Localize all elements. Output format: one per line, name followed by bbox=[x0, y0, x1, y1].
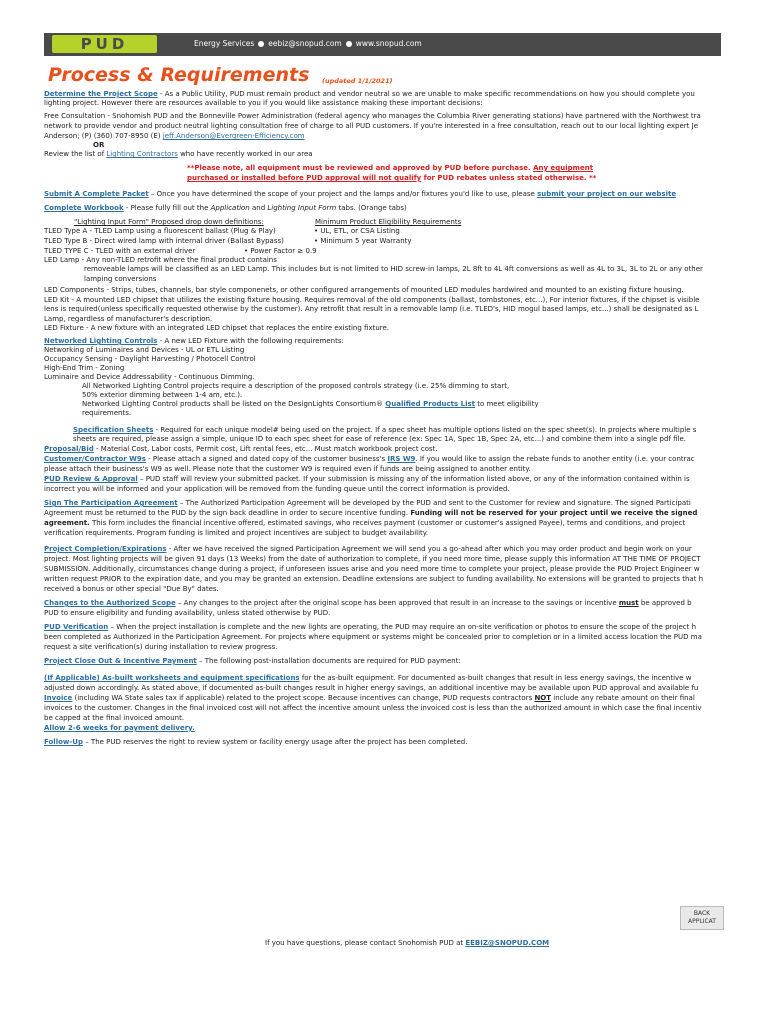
nlc-para-2: 50% exterior dimming between 1-4 am, etc.). bbox=[82, 391, 243, 399]
proposal-line: Proposal/Bid - Material Cost, Labor costs, Permit cost, Lift rental fees, etc... Must match workbook project cost. bbox=[44, 445, 438, 453]
led-lamp-def-3: lamping conversions bbox=[84, 275, 157, 283]
header-info bbox=[194, 39, 422, 48]
approval-note-2: purchased or installed before PUD approval will not qualify for PUD rebates unless stated otherwise. ** bbox=[187, 174, 597, 182]
led-kit-def-1: LED Kit - A mounted LED chipset that utilizes the existing fixture housing. Requires removal of the old components (ballast, tombstones, etc...), For interior fixtures, if the chipset is visible bbox=[44, 296, 700, 304]
asbuilt-heading[interactable]: (If Applicable) As-built worksheets and equipment specifications bbox=[44, 674, 300, 682]
requirements-heading: Minimum Product Eligibility Requirements bbox=[315, 218, 462, 226]
workbook-heading[interactable]: Complete Workbook bbox=[44, 204, 124, 212]
w9-line: Customer/Contractor W9s - Please attach a signed and dated copy of the customer business's IRS W9. If you would like to assign the rebate funds to another entity (i.e. your contrac bbox=[44, 455, 695, 463]
lighting-contractors-link[interactable]: Lighting Contractors bbox=[106, 150, 178, 158]
page-title: Process & Requirements bbox=[48, 64, 310, 86]
nlc-req-2: Occupancy Sensing - Daylight Harvesting / Photocell Control bbox=[44, 355, 256, 363]
completion-line-5: received a bonus or other special "Due By" dates. bbox=[44, 585, 219, 593]
review-approval-line: PUD Review & Approval – PUD staff will review your submitted packet. If your submission is missing any of the information listed above, or any of the information contained within is bbox=[44, 475, 690, 483]
footer-email-link[interactable]: EEBIZ@SNOPUD.COM bbox=[465, 939, 550, 947]
updated-date: (updated 1/1/2021) bbox=[322, 77, 393, 85]
invoice-line: Invoice (including WA State sales tax if applicable) related to the project scope. Because incentives can change, PUD requests contractors NOT include any rebate amount on their final bbox=[44, 694, 695, 702]
back-button-line-1: BACK bbox=[693, 910, 711, 917]
verification-line-3: request a site verification(s) during installation to review progress. bbox=[44, 643, 278, 651]
sign-agreement-heading[interactable]: Sign The Participation Agreement bbox=[44, 499, 178, 507]
verification-heading[interactable]: PUD Verification bbox=[44, 623, 109, 631]
led-components-def: LED Components - Strips, tubes, channels, bar style componenets, or other configured arrangements of mounted LED modules hardwired and mounted to an existing fixture housing. bbox=[44, 286, 684, 294]
completion-line-4: written request PRIOR to the expiration date, and you may be granted an extension. Deadline extensions are subject to funding availability. No extensions will be granted to projects that h bbox=[44, 575, 704, 583]
changes-heading[interactable]: Changes to the Authorized Scope bbox=[44, 599, 176, 607]
scope-heading[interactable]: Determine the Project Scope bbox=[44, 90, 158, 98]
header-bar bbox=[44, 33, 721, 56]
free-consult-1: Free Consultation - Snohomish PUD and the Bonneville Power Administration (federal agency who manages the Columbia River generating stations) have partnered with the Northwest tra bbox=[44, 112, 701, 120]
workbook-line: Complete Workbook - Please fully fill out the Application and Lighting Input Form tabs. (Orange tabs) bbox=[44, 204, 407, 212]
spec-sheets-heading[interactable]: Specification Sheets bbox=[73, 426, 154, 434]
back-button-line-2: APPLICAT bbox=[688, 918, 716, 925]
review-approval-heading[interactable]: PUD Review & Approval bbox=[44, 475, 138, 483]
scope-line: Determine the Project Scope - As a Public Utility, PUD must remain product and vendor neutral so we are unable to make specific recommendations on how you should complete you bbox=[44, 90, 695, 98]
req-warranty: • Minimum 5 year Warranty bbox=[314, 237, 412, 245]
scope-line-2: lighting project. However there are resources available to you if you would like assistance making these important decisions: bbox=[44, 99, 483, 107]
completion-line: Project Completion/Expirations - After we have received the signed Participation Agreement we will send you a go-ahead after which you may order product and begin work on your bbox=[44, 545, 692, 553]
review-line: Review the list of Lighting Contractors who have recently worked in our area bbox=[44, 150, 313, 158]
w9-line-2: please attach their business's W9 as well. Please note that the customer W9 is required even if funds are being assigned to another entity. bbox=[44, 465, 531, 473]
nlc-line: Networked Lighting Controls - A new LED Fixture with the following requirements: bbox=[44, 337, 344, 345]
submit-heading[interactable]: Submit A Complete Packet bbox=[44, 190, 149, 198]
verification-line: PUD Verification – When the project installation is complete and the new lights are operating, the PUD may require an on-site verification or photos to ensure the scope of the project h bbox=[44, 623, 697, 631]
invoice-heading[interactable]: Invoice bbox=[44, 694, 73, 702]
nlc-req-3: High-End Trim - Zoning bbox=[44, 364, 125, 372]
led-lamp-def: LED Lamp - Any non-TLED retrofit where the final product contains bbox=[44, 256, 277, 264]
header-website-link[interactable]: www.snopud.com bbox=[355, 39, 422, 48]
approval-note-1: **Please note, all equipment must be reviewed and approved by PUD before purchase. Any equipment bbox=[187, 164, 594, 172]
submit-website-link[interactable]: submit your project on our website bbox=[537, 190, 677, 198]
closeout-heading[interactable]: Project Close Out & Incentive Payment bbox=[44, 657, 197, 665]
completion-line-2: project. Most lighting projects will be given 91 days (13 Weeks) from the date of authorization to complete, if you need more time, please supply this information AT THE TIME OF PROJECT bbox=[44, 555, 701, 563]
back-to-application-button[interactable] bbox=[680, 906, 724, 930]
process-content bbox=[44, 90, 724, 770]
energy-services-label: Energy Services bbox=[194, 39, 255, 48]
sign-agreement-line-2: Agreement must be returned to the PUD by the sign back deadline in order to secure incentive funding. Funding will not be reserved for your project until we receive the signed bbox=[44, 509, 698, 517]
free-consult-2: network to provide vendor and product neutral lighting consultation free of charge to all PUD customers. If you're interested in a free consultation, reach out to our local lighting expert Je bbox=[44, 122, 698, 130]
submit-line: Submit A Complete Packet – Once you have determined the scope of your project and the lamps and/or fixtures you'd like to use, please submit your project on our website bbox=[44, 190, 677, 198]
changes-line: Changes to the Authorized Scope – Any changes to the project after the original scope has been approved that result in an increase to the savings or incentive must be approved b bbox=[44, 599, 692, 607]
spec-sheets-line-2: sheets are required, please assign a simple, unique ID to each spec sheet for ease of reference (ex: Spec 1A, Spec 1B, Spec 2A, etc...) and combine them into a single pdf file. bbox=[73, 435, 687, 443]
pud-logo: PUD bbox=[52, 35, 157, 53]
or-label: OR bbox=[93, 141, 105, 149]
req-power-factor: • Power Factor ≥ 0.9 bbox=[244, 247, 317, 255]
tled-type-a: TLED Type A - TLED Lamp using a fluorescent ballast (Plug & Play) bbox=[44, 227, 276, 235]
followup-line: Follow-Up – The PUD reserves the right to review system or facility energy usage after the project has been completed. bbox=[44, 738, 468, 746]
spec-sheets-line: Specification Sheets - Required for each unique model# being used on the project. If a spec sheet has multiple options listed on the spec sheet(s). In projects where multiple s bbox=[73, 426, 697, 434]
irs-w9-link[interactable]: IRS W9 bbox=[387, 455, 416, 463]
completion-heading[interactable]: Project Completion/Expirations bbox=[44, 545, 167, 553]
invoice-line-3: be capped at the final invoiced amount. bbox=[44, 714, 185, 722]
bullet-icon bbox=[258, 41, 264, 47]
changes-line-2: PUD to ensure eligibility and funding availability, unless stated otherwise by PUD. bbox=[44, 609, 331, 617]
invoice-line-2: invoices to the customer. Changes in the final invoiced cost will not affect the incentive amount unless the invoiced cost is less than the authorized amount in which case the final incentiv bbox=[44, 704, 702, 712]
payment-delivery-note: Allow 2-6 weeks for payment delivery. bbox=[44, 724, 195, 732]
followup-heading[interactable]: Follow-Up bbox=[44, 738, 83, 746]
tled-type-b: TLED Type B - Direct wired lamp with internal driver (Ballast Bypass) bbox=[44, 237, 284, 245]
footer-contact: If you have questions, please contact Snohomish PUD at EEBIZ@SNOPUD.COM bbox=[265, 939, 550, 947]
led-fixture-def: LED Fixture - A new fixture with an integrated LED chipset that replaces the entire existing fixture. bbox=[44, 324, 390, 332]
sign-agreement-line-3: agreement. This form includes the financial incentive offered, estimated savings, who receives payment (customer or customer's assigned Payee), terms and conditions, and project bbox=[44, 519, 686, 527]
nlc-para-4: requirements. bbox=[82, 409, 132, 417]
sign-agreement-line-4: verification requirements. Program funding is limited and project incentives are subject to budget availability. bbox=[44, 529, 429, 537]
verification-line-2: been completed as Authorized in the Participation Agreement. For projects where equipment or systems might be concealed prior to completion or in a limited access location the PUD ma bbox=[44, 633, 702, 641]
tled-type-c: TLED TYPE C - TLED with an external driver bbox=[44, 247, 196, 255]
bullet-icon bbox=[346, 41, 352, 47]
closeout-line: Project Close Out & Incentive Payment – The following post-installation documents are required for PUD payment: bbox=[44, 657, 461, 665]
definitions-heading: "Lighting Input Form" Proposed drop down definitions: bbox=[74, 218, 264, 226]
expert-email-link[interactable]: jeff.Anderson@Evergreen-Efficiency.com bbox=[162, 132, 305, 140]
led-lamp-def-2: removeable lamps will be classified as an LED Lamp. This includes but is not limited to HID screw-in lamps, 2L 8ft to 4L 4ft conversions as well as 4L to 3L, 3L to 2L or any other bbox=[84, 265, 703, 273]
proposal-heading[interactable]: Proposal/Bid bbox=[44, 445, 94, 453]
nlc-para-3: Networked Lighting Control products shall be listed on the DesignLights Consortium® Qualified Products List to meet eligibility bbox=[82, 400, 539, 408]
asbuilt-line: (If Applicable) As-built worksheets and equipment specifications for the as-built equipment. For documented as-built changes that result in less energy savings, the incentive w bbox=[44, 674, 692, 682]
req-listing: • UL, ETL, or CSA Listing bbox=[314, 227, 400, 235]
led-kit-def-2: lens is required(unless specifically requested otherwise by the customer). Any retrofit that result in a removable lamp (i.e. TLED's, HID mogul based lamps, etc...) shall be designated as L bbox=[44, 305, 699, 313]
nlc-heading[interactable]: Networked Lighting Controls bbox=[44, 337, 158, 345]
nlc-para-1: All Networked Lighting Control projects require a description of the proposed controls strategy (i.e. 25% dimming to start, bbox=[82, 382, 510, 390]
header-email-link[interactable]: eebiz@snopud.com bbox=[268, 39, 342, 48]
w9-heading[interactable]: Customer/Contractor W9s bbox=[44, 455, 146, 463]
qpl-link[interactable]: Qualified Products List bbox=[385, 400, 475, 408]
review-approval-line-2: incorrect you will be informed and your application will be removed from the funding queue until the correct information is provided. bbox=[44, 485, 510, 493]
asbuilt-line-2: adjusted down accordingly. As stated above, if documented as-built changes result in higher energy savings, an additional incentive may be available upon PUD approval and available fu bbox=[44, 684, 699, 692]
led-kit-def-3: Lamp, regardless of manufacturer's description. bbox=[44, 315, 213, 323]
nlc-req-4: Luminaire and Device Addressability - Continuous Dimming. bbox=[44, 373, 255, 381]
nlc-req-1: Networking of Luminaires and Devices - UL or ETL Listing bbox=[44, 346, 245, 354]
sign-agreement-line: Sign The Participation Agreement – The Authorized Participation Agreement will be developed by the PUD and sent to the Customer for review and signature. The signed Participati bbox=[44, 499, 691, 507]
free-consult-3: Anderson; (P) (360) 707-8950 (E) jeff.Anderson@Evergreen-Efficiency.com bbox=[44, 132, 305, 140]
completion-line-3: SUBMISSION. Additionally, circumstances change during a project, if unforeseen issues arise and you need more time to complete your project, please provide the PUD Project Engineer w bbox=[44, 565, 700, 573]
